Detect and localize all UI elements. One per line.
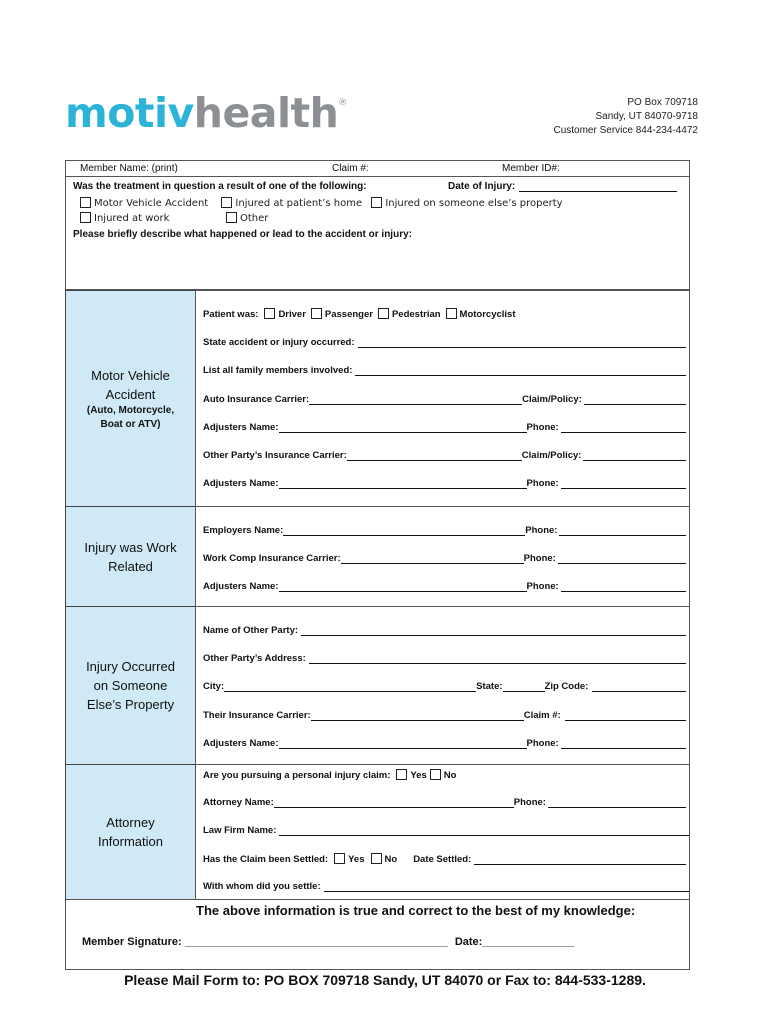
city-line[interactable] bbox=[224, 682, 476, 692]
employers-line[interactable] bbox=[283, 526, 525, 536]
work-adjusters-row[interactable] bbox=[203, 581, 686, 592]
motorcyclist-checkbox[interactable] bbox=[446, 308, 457, 319]
state-accident-label: State accident or injury occurred: bbox=[203, 337, 355, 348]
mva-fields bbox=[195, 290, 690, 507]
claim-policy-label: Claim/Policy: bbox=[522, 394, 582, 405]
other-option[interactable] bbox=[226, 212, 268, 224]
passenger-label: Passenger bbox=[324, 309, 373, 320]
employers-phone-line[interactable] bbox=[559, 526, 686, 536]
mva-subtitle-line1: (Auto, Motorcycle, bbox=[86, 404, 175, 416]
workcomp-phone-line[interactable] bbox=[558, 554, 686, 564]
other-party-address-row[interactable] bbox=[203, 653, 686, 664]
customer-service-line: Customer Service 844-234-4472 bbox=[553, 125, 698, 136]
pursuing-claim-label: Are you pursuing a personal injury claim: bbox=[203, 770, 391, 781]
other-option-label: Other bbox=[240, 213, 269, 224]
other-checkbox[interactable] bbox=[226, 212, 237, 223]
settled-no-label: No bbox=[384, 854, 398, 865]
patient-was-label: Patient was: bbox=[203, 309, 259, 320]
property-checkbox[interactable] bbox=[371, 197, 382, 208]
adjusters-label-2: Adjusters Name: bbox=[203, 478, 279, 489]
settled-no-checkbox[interactable] bbox=[371, 853, 382, 864]
motorcyclist-option[interactable] bbox=[446, 308, 516, 320]
settled-yes-checkbox[interactable] bbox=[334, 853, 345, 864]
adjusters-label: Adjusters Name: bbox=[203, 422, 279, 433]
passenger-checkbox[interactable] bbox=[311, 308, 322, 319]
pursuing-yes-checkbox[interactable] bbox=[396, 769, 407, 780]
their-claim-line[interactable] bbox=[565, 711, 686, 721]
state-line[interactable] bbox=[503, 682, 545, 692]
settled-label: Has the Claim been Settled: bbox=[203, 854, 329, 865]
claim-policy-label-2: Claim/Policy: bbox=[521, 450, 582, 461]
employers-phone-label: Phone: bbox=[525, 525, 558, 536]
date-of-injury-field[interactable] bbox=[448, 181, 677, 192]
attorney-fields bbox=[195, 764, 690, 900]
other-party-address-label: Other Party’s Address: bbox=[203, 653, 306, 664]
home-checkbox[interactable] bbox=[221, 197, 232, 208]
adjusters-line-2[interactable] bbox=[279, 479, 527, 489]
workcomp-row[interactable] bbox=[203, 553, 686, 564]
pursuing-claim-row bbox=[203, 769, 456, 781]
property-adjusters-label: Adjusters Name: bbox=[203, 738, 279, 749]
registered-mark: ® bbox=[338, 98, 347, 108]
city-label: City: bbox=[203, 681, 225, 692]
state-accident-row[interactable] bbox=[203, 337, 686, 348]
property-phone-label: Phone: bbox=[526, 738, 559, 749]
settled-yes-label: Yes bbox=[348, 854, 365, 865]
member-signature-label: Member Signature: ___________________________________________ bbox=[82, 936, 448, 948]
work-adjusters-line[interactable] bbox=[279, 582, 527, 592]
workcomp-label: Work Comp Insurance Carrier: bbox=[203, 553, 341, 564]
property-fields bbox=[195, 606, 690, 765]
law-firm-row[interactable] bbox=[203, 825, 689, 836]
date-settled-line[interactable] bbox=[474, 855, 686, 865]
adjusters-line[interactable] bbox=[279, 423, 527, 433]
member-info-row bbox=[65, 160, 690, 177]
adjusters-row[interactable] bbox=[203, 422, 686, 433]
zip-label: Zip Code: bbox=[544, 681, 589, 692]
property-option[interactable] bbox=[371, 198, 562, 209]
member-id-label: Member ID#: bbox=[502, 163, 560, 174]
mva-title-line1: Motor Vehicle bbox=[91, 367, 170, 383]
attorney-phone-label: Phone: bbox=[513, 797, 546, 808]
attorney-title-line1: Attorney bbox=[106, 815, 155, 830]
date-of-injury-label: Date of Injury: bbox=[448, 181, 516, 192]
work-fields bbox=[195, 506, 690, 607]
driver-checkbox[interactable] bbox=[264, 308, 275, 319]
pursuing-no-option[interactable] bbox=[430, 769, 457, 781]
settled-row bbox=[203, 853, 686, 865]
attorney-phone-line[interactable] bbox=[548, 798, 686, 808]
settle-with-line[interactable] bbox=[324, 882, 689, 892]
pursuing-yes-option[interactable] bbox=[396, 769, 426, 781]
signature-section bbox=[65, 899, 690, 970]
attorney-name-line[interactable] bbox=[274, 798, 514, 808]
logo-part-health: health bbox=[193, 89, 339, 137]
property-option-label: Injured on someone else’s property bbox=[385, 198, 563, 209]
property-adjusters-row[interactable] bbox=[203, 738, 686, 749]
mva-title-line2: Accident bbox=[105, 386, 156, 402]
motorcyclist-label: Motorcyclist bbox=[459, 309, 516, 320]
member-signature-field[interactable] bbox=[82, 936, 574, 948]
work-title-line2: Related bbox=[108, 558, 153, 574]
company-address bbox=[553, 96, 698, 138]
employers-label: Employers Name: bbox=[203, 525, 284, 536]
employers-row[interactable] bbox=[203, 525, 686, 536]
work-adjusters-phone-label: Phone: bbox=[526, 581, 559, 592]
property-phone-line[interactable] bbox=[561, 739, 686, 749]
driver-option[interactable] bbox=[264, 308, 305, 320]
work-option-label: Injured at work bbox=[94, 213, 170, 224]
motivhealth-logo bbox=[65, 89, 347, 137]
work-checkbox[interactable] bbox=[80, 212, 91, 223]
home-option-label: Injured at patient’s home bbox=[235, 198, 363, 209]
settled-yes-option[interactable] bbox=[334, 853, 364, 865]
patient-was-row bbox=[203, 308, 516, 320]
certification-statement: The above information is true and correct to the best of my knowledge: bbox=[196, 903, 636, 918]
claim-label: Claim #: bbox=[332, 163, 369, 174]
member-name-label: Member Name: (print) bbox=[80, 163, 178, 174]
attorney-title-line2: Information bbox=[97, 834, 164, 849]
work-title-line1: Injury was Work bbox=[84, 539, 177, 555]
pursuing-yes-label: Yes bbox=[410, 770, 427, 781]
logo-part-motiv: motiv bbox=[65, 89, 194, 137]
other-party-name-label: Name of Other Party: bbox=[203, 625, 299, 636]
treatment-section bbox=[65, 176, 690, 290]
settled-no-option[interactable] bbox=[371, 853, 398, 865]
other-party-name-row[interactable] bbox=[203, 625, 686, 636]
passenger-option[interactable] bbox=[311, 308, 373, 320]
attorney-name-label: Attorney Name: bbox=[203, 797, 274, 808]
describe-prompt: Please briefly describe what happened or lead to the accident or injury: bbox=[73, 229, 412, 240]
zip-line[interactable] bbox=[592, 682, 686, 692]
claim-policy-line-2[interactable] bbox=[583, 451, 686, 461]
work-adjusters-phone-line[interactable] bbox=[561, 582, 686, 592]
date-settled-label: Date Settled: bbox=[413, 854, 472, 865]
property-section-label bbox=[65, 606, 196, 765]
other-insurance-row[interactable] bbox=[203, 450, 686, 461]
treatment-question: Was the treatment in question a result of one of the following: bbox=[73, 181, 367, 192]
mva-section-label bbox=[65, 290, 196, 507]
phone-label: Phone: bbox=[526, 422, 559, 433]
claim-policy-line[interactable] bbox=[584, 395, 686, 405]
mva-subtitle-line2: Boat or ATV) bbox=[100, 418, 161, 430]
mail-instructions: Please Mail Form to: PO BOX 709718 Sandy, UT 84070 or Fax to: 844-533-1289. bbox=[124, 972, 646, 988]
date-of-injury-line[interactable] bbox=[519, 182, 677, 192]
other-insurance-label: Other Party’s Insurance Carrier: bbox=[203, 450, 347, 461]
their-claim-label: Claim #: bbox=[523, 710, 561, 721]
phone-line[interactable] bbox=[561, 423, 686, 433]
property-title-line1: Injury Occurred bbox=[86, 659, 175, 674]
pedestrian-label: Pedestrian bbox=[391, 309, 441, 320]
their-insurance-line[interactable] bbox=[311, 711, 524, 721]
auto-insurance-row[interactable] bbox=[203, 394, 686, 405]
pursuing-no-label: No bbox=[443, 770, 457, 781]
phone-line-2[interactable] bbox=[561, 479, 686, 489]
adjusters-row-2[interactable] bbox=[203, 478, 686, 489]
pedestrian-checkbox[interactable] bbox=[378, 308, 389, 319]
auto-insurance-line[interactable] bbox=[309, 395, 522, 405]
auto-insurance-label: Auto Insurance Carrier: bbox=[203, 394, 310, 405]
law-firm-label: Law Firm Name: bbox=[203, 825, 277, 836]
other-party-address-line[interactable] bbox=[309, 654, 686, 664]
phone-label-2: Phone: bbox=[526, 478, 559, 489]
law-firm-line[interactable] bbox=[279, 826, 689, 836]
property-adjusters-line[interactable] bbox=[279, 739, 527, 749]
settle-with-label: With whom did you settle: bbox=[203, 881, 321, 892]
family-members-row[interactable] bbox=[203, 365, 686, 376]
home-option[interactable] bbox=[221, 198, 362, 209]
mva-option-label: Motor Vehicle Accident bbox=[94, 198, 209, 209]
work-adjusters-label: Adjusters Name: bbox=[203, 581, 279, 592]
their-insurance-row[interactable] bbox=[203, 710, 686, 721]
settle-with-row[interactable] bbox=[203, 881, 689, 892]
address-line-2: Sandy, UT 84070-9718 bbox=[595, 111, 698, 122]
workcomp-phone-label: Phone: bbox=[523, 553, 556, 564]
other-insurance-line[interactable] bbox=[347, 451, 522, 461]
describe-area[interactable] bbox=[73, 243, 678, 285]
work-option[interactable] bbox=[80, 213, 169, 224]
city-state-zip-row[interactable] bbox=[203, 681, 686, 692]
address-line-1: PO Box 709718 bbox=[627, 97, 698, 108]
pursuing-no-checkbox[interactable] bbox=[430, 769, 441, 780]
other-party-name-line[interactable] bbox=[301, 626, 686, 636]
state-accident-line[interactable] bbox=[358, 338, 686, 348]
property-title-line3: Else’s Property bbox=[86, 697, 175, 712]
pedestrian-option[interactable] bbox=[378, 308, 441, 320]
property-title-line2: on Someone bbox=[93, 678, 168, 693]
family-members-line[interactable] bbox=[355, 366, 686, 376]
workcomp-line[interactable] bbox=[341, 554, 524, 564]
mva-checkbox[interactable] bbox=[80, 197, 91, 208]
attorney-section-label bbox=[65, 764, 196, 900]
family-members-label: List all family members involved: bbox=[203, 365, 353, 376]
driver-label: Driver bbox=[278, 309, 306, 320]
signature-date-label: Date:_______________ bbox=[454, 936, 575, 948]
state-label: State: bbox=[476, 681, 503, 692]
their-insurance-label: Their Insurance Carrier: bbox=[203, 710, 311, 721]
work-section-label bbox=[65, 506, 196, 607]
mva-option[interactable] bbox=[80, 198, 208, 209]
attorney-name-row[interactable] bbox=[203, 797, 686, 808]
